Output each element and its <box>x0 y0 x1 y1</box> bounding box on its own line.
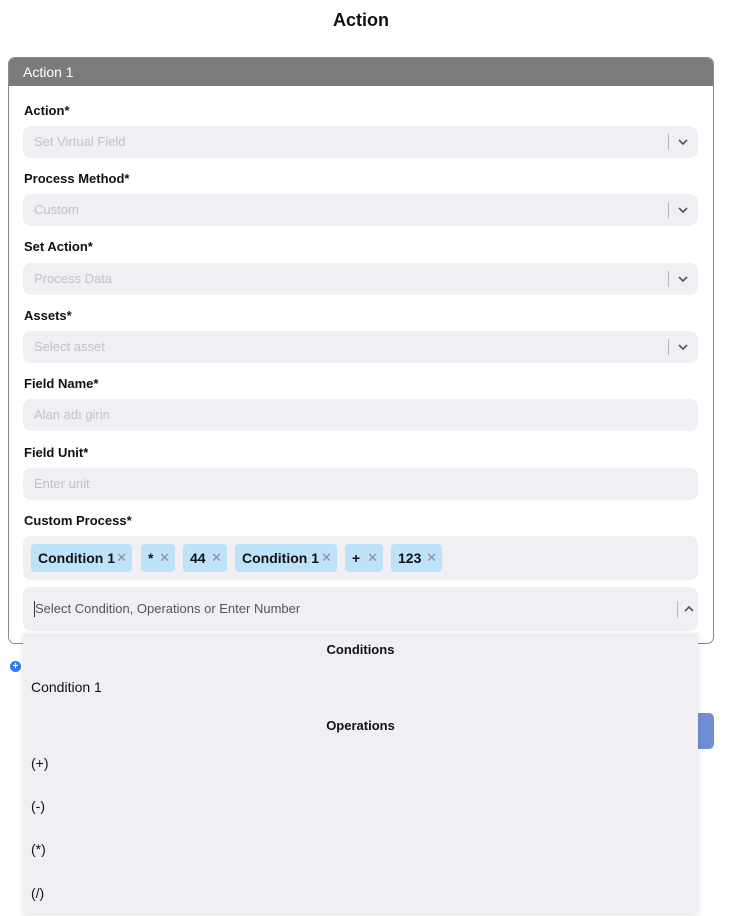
close-icon[interactable]: ✕ <box>211 550 222 565</box>
action-label: Action* <box>24 103 70 118</box>
process-method-label: Process Method* <box>24 171 130 186</box>
close-icon[interactable]: ✕ <box>159 550 170 565</box>
close-icon[interactable]: ✕ <box>321 550 332 565</box>
assets-select-value: Select asset <box>34 339 105 354</box>
tag-chip[interactable] <box>391 544 442 572</box>
field-name-label: Field Name* <box>24 376 99 391</box>
tag-label: * <box>148 550 154 566</box>
assets-select[interactable] <box>23 331 698 363</box>
field-unit-input[interactable]: Enter unit <box>23 468 698 500</box>
panel-header: Action 1 <box>9 58 713 86</box>
tag-chip[interactable] <box>235 544 337 572</box>
tag-chip[interactable] <box>141 544 175 572</box>
option-multiply[interactable]: (*) <box>31 841 46 857</box>
chevron-down-icon[interactable] <box>676 203 690 217</box>
close-icon[interactable]: ✕ <box>426 550 437 565</box>
field-name-input[interactable]: Alan adı girin <box>23 399 698 431</box>
tag-chip[interactable] <box>345 544 383 572</box>
chevron-down-icon[interactable] <box>676 135 690 149</box>
conditions-group-title: Conditions <box>326 642 395 657</box>
set-action-select[interactable] <box>23 263 698 295</box>
custom-process-select[interactable] <box>23 587 698 631</box>
action-select[interactable] <box>23 126 698 158</box>
close-icon[interactable]: ✕ <box>367 550 378 565</box>
select-separator <box>668 134 669 150</box>
select-separator <box>677 601 678 618</box>
select-separator <box>668 339 669 355</box>
action-select-value: Set Virtual Field <box>34 134 126 149</box>
tag-label: + <box>352 550 361 566</box>
plus-circle-icon[interactable]: + <box>10 661 21 672</box>
select-separator <box>668 271 669 287</box>
tag-label: Condition 1 <box>242 550 319 566</box>
chevron-down-icon[interactable] <box>676 272 690 286</box>
custom-process-placeholder: Select Condition, Operations or Enter Number <box>35 601 301 616</box>
tag-label: 44 <box>190 550 206 566</box>
operations-group-title: Operations <box>326 718 395 733</box>
process-method-value: Custom <box>34 202 79 217</box>
set-action-value: Process Data <box>34 271 113 286</box>
field-unit-label: Field Unit* <box>24 445 89 460</box>
set-action-label: Set Action* <box>24 239 93 254</box>
option-add[interactable]: (+) <box>31 755 49 771</box>
custom-process-dropdown <box>23 633 698 913</box>
tag-label: 123 <box>398 550 422 566</box>
custom-process-tags <box>23 536 698 580</box>
option-subtract[interactable]: (-) <box>31 798 45 814</box>
option-condition-1[interactable]: Condition 1 <box>31 679 102 695</box>
assets-label: Assets* <box>24 308 72 323</box>
page-title: Action <box>333 10 389 30</box>
custom-process-label: Custom Process* <box>24 513 132 528</box>
option-divide[interactable]: (/) <box>31 885 45 901</box>
close-icon[interactable]: ✕ <box>116 550 127 565</box>
process-method-select[interactable] <box>23 194 698 226</box>
action-panel <box>8 57 714 644</box>
tag-label: Condition 1 <box>38 550 115 566</box>
tag-chip[interactable] <box>31 544 132 572</box>
chevron-up-icon[interactable] <box>682 602 696 616</box>
select-separator <box>668 202 669 218</box>
chevron-down-icon[interactable] <box>676 340 690 354</box>
tag-chip[interactable] <box>183 544 227 572</box>
